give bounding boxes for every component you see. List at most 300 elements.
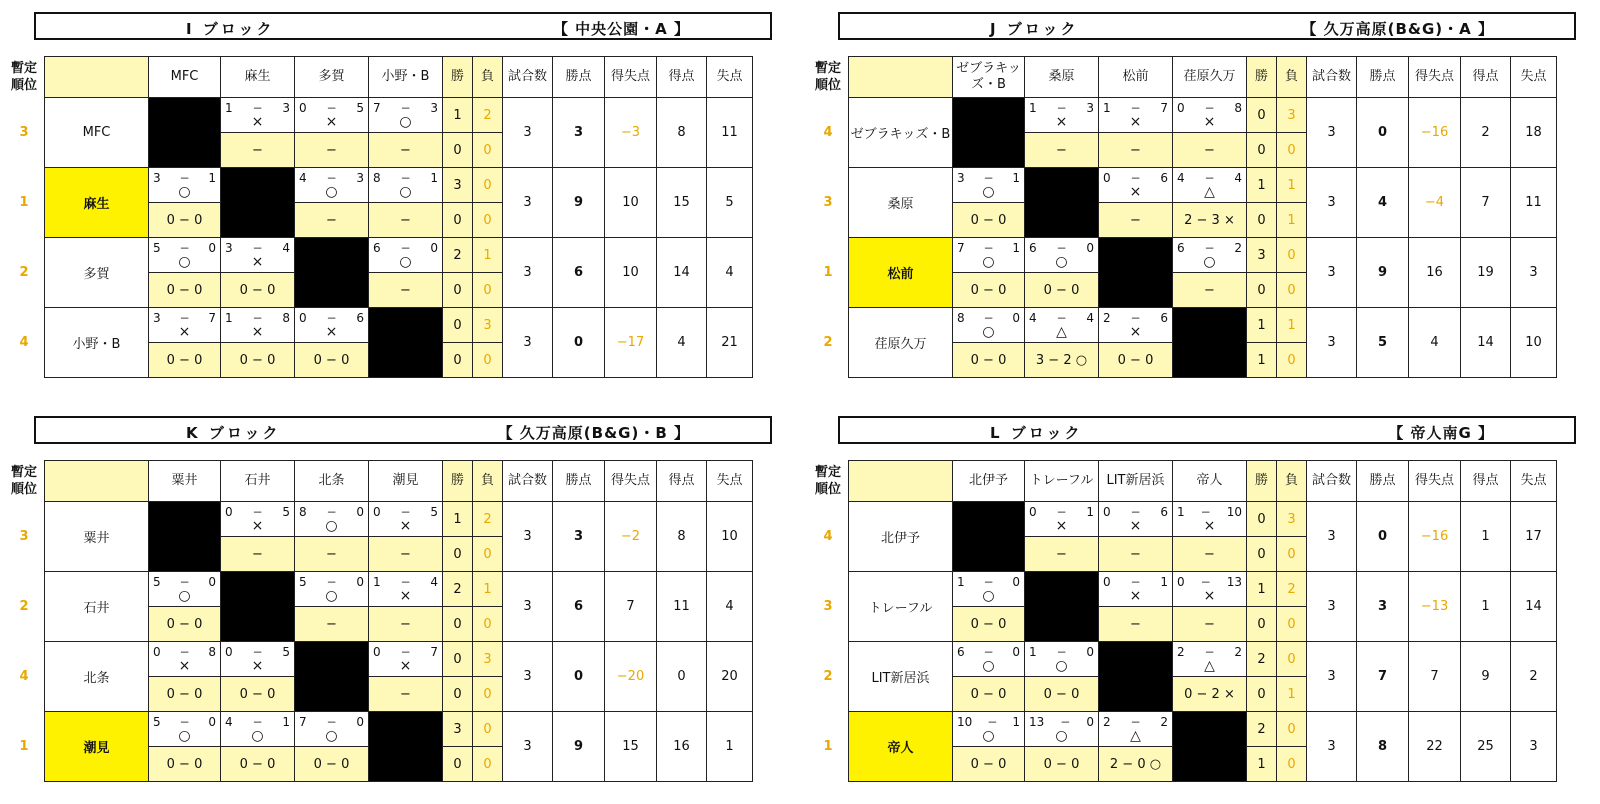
match-score	[953, 241, 1024, 255]
match-mark: ×	[1055, 518, 1068, 534]
score-home: 1	[225, 311, 233, 325]
match-score	[149, 715, 220, 729]
col-loss: 負	[473, 57, 503, 98]
match-score	[1099, 575, 1172, 589]
match-second: −	[369, 203, 443, 238]
goals-for: 19	[1461, 238, 1511, 308]
score-dash: −	[400, 241, 411, 255]
column-team: 潮見	[369, 461, 443, 502]
goal-difference: −3	[605, 98, 657, 168]
corner-cell	[849, 57, 953, 98]
col-points: 勝点	[1357, 461, 1409, 502]
loss-count-pk: 0	[473, 747, 503, 782]
score-home: 8	[373, 171, 381, 185]
win-count: 3	[1247, 238, 1277, 273]
match-score	[149, 241, 220, 255]
goals-for: 7	[1461, 168, 1511, 238]
self-match-cell	[1173, 712, 1247, 782]
match-mark: ○	[982, 658, 995, 674]
match-score	[953, 575, 1024, 589]
match-result	[369, 572, 443, 607]
rank-header-line1: 暫定	[10, 465, 37, 480]
match-result	[149, 712, 221, 747]
win-count-pk: 0	[1247, 537, 1277, 572]
score-away: 1	[282, 715, 290, 729]
match-second: −	[1173, 133, 1247, 168]
points: 0	[1357, 98, 1409, 168]
match-second: 0 − 0	[149, 203, 221, 238]
match-score	[953, 171, 1024, 185]
score-home: 3	[153, 311, 161, 325]
match-second: −	[295, 203, 369, 238]
column-team: LIT新居浜	[1099, 461, 1173, 502]
score-dash: −	[1200, 505, 1211, 519]
column-team: 粟井	[149, 461, 221, 502]
win-count-pk: 0	[1247, 607, 1277, 642]
points: 9	[553, 168, 605, 238]
points: 0	[1357, 502, 1409, 572]
match-result	[369, 98, 443, 133]
score-home: 7	[957, 241, 965, 255]
block-venue: 【 久万高原(B&G)・B 】	[497, 424, 690, 442]
score-away: 6	[356, 311, 364, 325]
match-score	[149, 311, 220, 325]
match-mark: ○	[178, 728, 191, 744]
col-loss: 負	[473, 461, 503, 502]
match-second: 0 − 0	[221, 343, 295, 378]
match-second: 0 − 0	[149, 607, 221, 642]
rank-header-line1: 暫定	[814, 61, 841, 76]
score-dash: −	[326, 715, 337, 729]
score-dash: −	[1056, 101, 1067, 115]
goal-difference: 4	[1409, 308, 1461, 378]
match-result	[221, 642, 295, 677]
column-team: MFC	[149, 57, 221, 98]
match-result	[1099, 712, 1173, 747]
match-second: 0 − 0	[953, 747, 1025, 782]
score-home: 4	[1029, 311, 1037, 325]
col-ga: 失点	[707, 57, 753, 98]
match-score	[1025, 311, 1098, 325]
score-away: 0	[1012, 645, 1020, 659]
goals-for: 15	[657, 168, 707, 238]
match-mark: ○	[982, 324, 995, 340]
score-home: 7	[373, 101, 381, 115]
rank-header	[808, 57, 849, 98]
match-score	[221, 241, 294, 255]
rank-value: 2	[19, 599, 29, 614]
match-second: −	[369, 133, 443, 168]
match-result	[295, 502, 369, 537]
match-mark: ○	[325, 518, 338, 534]
match-mark: ×	[1129, 588, 1142, 604]
score-away: 0	[356, 505, 364, 519]
match-result	[953, 642, 1025, 677]
match-result	[369, 168, 443, 203]
goals-against: 4	[707, 572, 753, 642]
score-home: 8	[299, 505, 307, 519]
score-away: 10	[1226, 505, 1242, 519]
score-home: 1	[1029, 645, 1037, 659]
team-row-top	[808, 168, 1557, 203]
rank-value: 1	[823, 739, 833, 754]
match-result	[953, 168, 1025, 203]
win-count: 2	[1247, 712, 1277, 747]
score-away: 3	[282, 101, 290, 115]
col-points: 勝点	[1357, 57, 1409, 98]
goals-for: 8	[657, 98, 707, 168]
match-second: −	[369, 607, 443, 642]
score-dash: −	[326, 171, 337, 185]
score-home: 2	[1103, 311, 1111, 325]
score-dash: −	[1204, 241, 1215, 255]
loss-count-pk: 1	[1277, 203, 1307, 238]
col-diff: 得失点	[1409, 461, 1461, 502]
games-played: 3	[503, 712, 553, 782]
match-mark: ×	[1129, 324, 1142, 340]
match-mark: ○	[982, 588, 995, 604]
team-name: トレーフル	[849, 572, 953, 642]
points: 6	[553, 572, 605, 642]
score-home: 0	[299, 101, 307, 115]
points: 7	[1357, 642, 1409, 712]
team-name: 桑原	[849, 168, 953, 238]
match-second: −	[221, 537, 295, 572]
match-second: −	[369, 677, 443, 712]
loss-count-pk: 0	[1277, 607, 1307, 642]
loss-count-pk: 0	[473, 607, 503, 642]
match-result	[1025, 502, 1099, 537]
team-name: 潮見	[45, 712, 149, 782]
match-mark: ×	[325, 114, 338, 130]
match-result	[149, 572, 221, 607]
match-score	[1173, 505, 1246, 519]
block-name: J ブロック	[990, 20, 1079, 38]
match-second: −	[295, 607, 369, 642]
goals-against: 2	[1511, 642, 1557, 712]
match-score	[1099, 101, 1172, 115]
score-dash: −	[1056, 241, 1067, 255]
score-away: 8	[208, 645, 216, 659]
score-away: 5	[282, 645, 290, 659]
score-away: 8	[282, 311, 290, 325]
score-dash: −	[179, 645, 190, 659]
loss-count-pk: 0	[1277, 133, 1307, 168]
match-second: −	[1099, 203, 1173, 238]
loss-count: 2	[1277, 572, 1307, 607]
score-home: 2	[1177, 645, 1185, 659]
match-second: −	[1173, 273, 1247, 308]
score-away: 0	[208, 241, 216, 255]
self-match-cell	[295, 642, 369, 712]
col-points: 勝点	[553, 461, 605, 502]
score-dash: −	[179, 311, 190, 325]
score-away: 5	[282, 505, 290, 519]
score-dash: −	[179, 575, 190, 589]
loss-count-pk: 0	[1277, 343, 1307, 378]
score-away: 2	[1234, 645, 1242, 659]
team-row-top	[808, 502, 1557, 537]
col-diff: 得失点	[605, 57, 657, 98]
loss-count-pk: 0	[473, 343, 503, 378]
score-away: 5	[430, 505, 438, 519]
column-team: 北条	[295, 461, 369, 502]
match-score	[149, 171, 220, 185]
score-home: 6	[957, 645, 965, 659]
match-second: 3 − 2 ○	[1025, 343, 1099, 378]
score-home: 4	[299, 171, 307, 185]
match-result	[1173, 98, 1247, 133]
block-venue: 【 久万高原(B&G)・A 】	[1301, 20, 1494, 38]
win-count-pk: 0	[443, 203, 473, 238]
win-count-pk: 0	[443, 343, 473, 378]
match-second: 2 − 3 ×	[1173, 203, 1247, 238]
goals-for: 25	[1461, 712, 1511, 782]
match-score	[953, 715, 1024, 729]
column-team: トレーフル	[1025, 461, 1099, 502]
match-mark: ○	[399, 114, 412, 130]
goals-for: 8	[657, 502, 707, 572]
match-second: 0 − 0	[295, 343, 369, 378]
score-home: 0	[225, 645, 233, 659]
win-count-pk: 0	[443, 273, 473, 308]
match-score	[369, 505, 442, 519]
score-dash: −	[983, 645, 994, 659]
rank-header	[4, 57, 45, 98]
goals-against: 3	[1511, 712, 1557, 782]
team-name: 多賀	[45, 238, 149, 308]
goal-difference: 10	[605, 168, 657, 238]
corner-cell	[849, 461, 953, 502]
score-away: 6	[1160, 171, 1168, 185]
col-gf: 得点	[657, 461, 707, 502]
match-mark: ×	[251, 254, 264, 270]
loss-count-pk: 0	[473, 677, 503, 712]
match-result	[1025, 308, 1099, 343]
score-dash: −	[179, 171, 190, 185]
col-ga: 失点	[1511, 57, 1557, 98]
match-score	[1025, 715, 1098, 729]
block-header	[34, 416, 772, 444]
points: 9	[553, 712, 605, 782]
block-venue: 【 中央公園・A 】	[552, 20, 690, 38]
win-count: 2	[443, 572, 473, 607]
score-away: 0	[1086, 645, 1094, 659]
goals-for: 1	[1461, 572, 1511, 642]
match-second: 0 − 0	[295, 747, 369, 782]
goal-difference: 7	[1409, 642, 1461, 712]
match-mark: △	[1204, 658, 1215, 674]
rank-header-line1: 暫定	[814, 465, 841, 480]
score-dash: −	[983, 575, 994, 589]
match-score	[295, 505, 368, 519]
score-home: 1	[373, 575, 381, 589]
rank-header	[808, 461, 849, 502]
score-home: 3	[957, 171, 965, 185]
col-win: 勝	[1247, 461, 1277, 502]
column-team: 桑原	[1025, 57, 1099, 98]
rank-value: 1	[823, 265, 833, 280]
score-away: 7	[1160, 101, 1168, 115]
goals-against: 11	[1511, 168, 1557, 238]
win-count-pk: 0	[443, 747, 473, 782]
score-home: 6	[1029, 241, 1037, 255]
col-win: 勝	[443, 57, 473, 98]
match-second: 0 − 0	[149, 747, 221, 782]
match-score	[295, 311, 368, 325]
team-name: 小野・B	[45, 308, 149, 378]
match-mark: ○	[251, 728, 264, 744]
games-played: 3	[1307, 642, 1357, 712]
standings-table	[808, 460, 1557, 782]
match-mark: ○	[399, 254, 412, 270]
games-played: 3	[503, 98, 553, 168]
loss-count: 0	[1277, 712, 1307, 747]
match-result	[1099, 308, 1173, 343]
match-second: 0 − 0	[953, 203, 1025, 238]
column-team: 小野・B	[369, 57, 443, 98]
column-team: 帝人	[1173, 461, 1247, 502]
team-row-top	[808, 642, 1557, 677]
score-away: 3	[1086, 101, 1094, 115]
score-dash: −	[1130, 715, 1141, 729]
col-gf: 得点	[657, 57, 707, 98]
match-result	[369, 238, 443, 273]
score-away: 1	[1086, 505, 1094, 519]
match-mark: ×	[1203, 518, 1216, 534]
score-dash: −	[987, 715, 998, 729]
match-score	[953, 645, 1024, 659]
goals-against: 18	[1511, 98, 1557, 168]
win-count: 3	[443, 712, 473, 747]
match-result	[221, 712, 295, 747]
score-dash: −	[983, 241, 994, 255]
match-result	[1025, 712, 1099, 747]
match-second: −	[221, 133, 295, 168]
col-diff: 得失点	[605, 461, 657, 502]
rank-header-line2: 順位	[814, 482, 841, 497]
match-mark: ×	[251, 658, 264, 674]
rank-header	[4, 461, 45, 502]
rank-value: 2	[823, 669, 833, 684]
score-away: 6	[1160, 311, 1168, 325]
match-mark: ×	[251, 324, 264, 340]
match-second: 0 − 0	[221, 273, 295, 308]
match-result	[1099, 168, 1173, 203]
col-ga: 失点	[1511, 461, 1557, 502]
games-played: 3	[503, 238, 553, 308]
win-count-pk: 0	[1247, 133, 1277, 168]
points: 8	[1357, 712, 1409, 782]
score-away: 2	[1234, 241, 1242, 255]
match-score	[221, 715, 294, 729]
score-away: 0	[1012, 575, 1020, 589]
games-played: 3	[503, 642, 553, 712]
match-mark: ○	[178, 254, 191, 270]
score-away: 1	[208, 171, 216, 185]
loss-count: 3	[1277, 502, 1307, 537]
goal-difference: −20	[605, 642, 657, 712]
col-points: 勝点	[553, 57, 605, 98]
score-dash: −	[1056, 505, 1067, 519]
match-result	[953, 238, 1025, 273]
goal-difference: −16	[1409, 502, 1461, 572]
win-count: 1	[443, 502, 473, 537]
rank-value: 3	[823, 599, 833, 614]
score-dash: −	[1204, 171, 1215, 185]
points: 0	[553, 308, 605, 378]
match-second: 0 − 0	[953, 607, 1025, 642]
rank-value: 4	[823, 529, 833, 544]
score-away: 1	[430, 171, 438, 185]
block-venue: 【 帝人南G 】	[1388, 424, 1494, 442]
score-dash: −	[252, 715, 263, 729]
match-mark: ×	[1129, 518, 1142, 534]
loss-count-pk: 1	[1277, 677, 1307, 712]
team-row-top	[4, 712, 753, 747]
standings-table	[4, 460, 753, 782]
score-away: 0	[1086, 715, 1094, 729]
team-name: 石井	[45, 572, 149, 642]
match-score	[1173, 171, 1246, 185]
match-result	[1173, 168, 1247, 203]
match-score	[295, 575, 368, 589]
team-name: 北条	[45, 642, 149, 712]
rank-value: 4	[823, 125, 833, 140]
win-count: 1	[1247, 168, 1277, 203]
score-home: 1	[957, 575, 965, 589]
standings-table	[4, 56, 753, 378]
score-home: 0	[225, 505, 233, 519]
games-played: 3	[503, 502, 553, 572]
win-count: 0	[443, 642, 473, 677]
match-score	[221, 645, 294, 659]
loss-count: 0	[473, 168, 503, 203]
match-second: 0 − 2 ×	[1173, 677, 1247, 712]
score-home: 4	[1177, 171, 1185, 185]
score-home: 10	[957, 715, 973, 729]
match-second: 0 − 0	[1025, 273, 1099, 308]
col-gf: 得点	[1461, 57, 1511, 98]
win-count-pk: 0	[443, 607, 473, 642]
rank-header-line2: 順位	[814, 78, 841, 93]
loss-count: 3	[473, 642, 503, 677]
points: 3	[553, 502, 605, 572]
match-second: 0 − 0	[1025, 677, 1099, 712]
win-count: 0	[443, 308, 473, 343]
match-score	[369, 575, 442, 589]
games-played: 3	[1307, 572, 1357, 642]
goal-difference: 22	[1409, 712, 1461, 782]
team-name: 粟井	[45, 502, 149, 572]
match-result	[1025, 642, 1099, 677]
match-score	[1025, 101, 1098, 115]
win-count: 2	[443, 238, 473, 273]
match-score	[1099, 715, 1172, 729]
score-away: 0	[208, 575, 216, 589]
match-mark: ×	[399, 588, 412, 604]
loss-count-pk: 0	[1277, 537, 1307, 572]
match-result	[295, 168, 369, 203]
goal-difference: 10	[605, 238, 657, 308]
match-result	[953, 572, 1025, 607]
column-team: 麻生	[221, 57, 295, 98]
goals-for: 4	[657, 308, 707, 378]
score-dash: −	[1204, 645, 1215, 659]
col-games: 試合数	[503, 57, 553, 98]
match-score	[149, 575, 220, 589]
self-match-cell	[369, 712, 443, 782]
